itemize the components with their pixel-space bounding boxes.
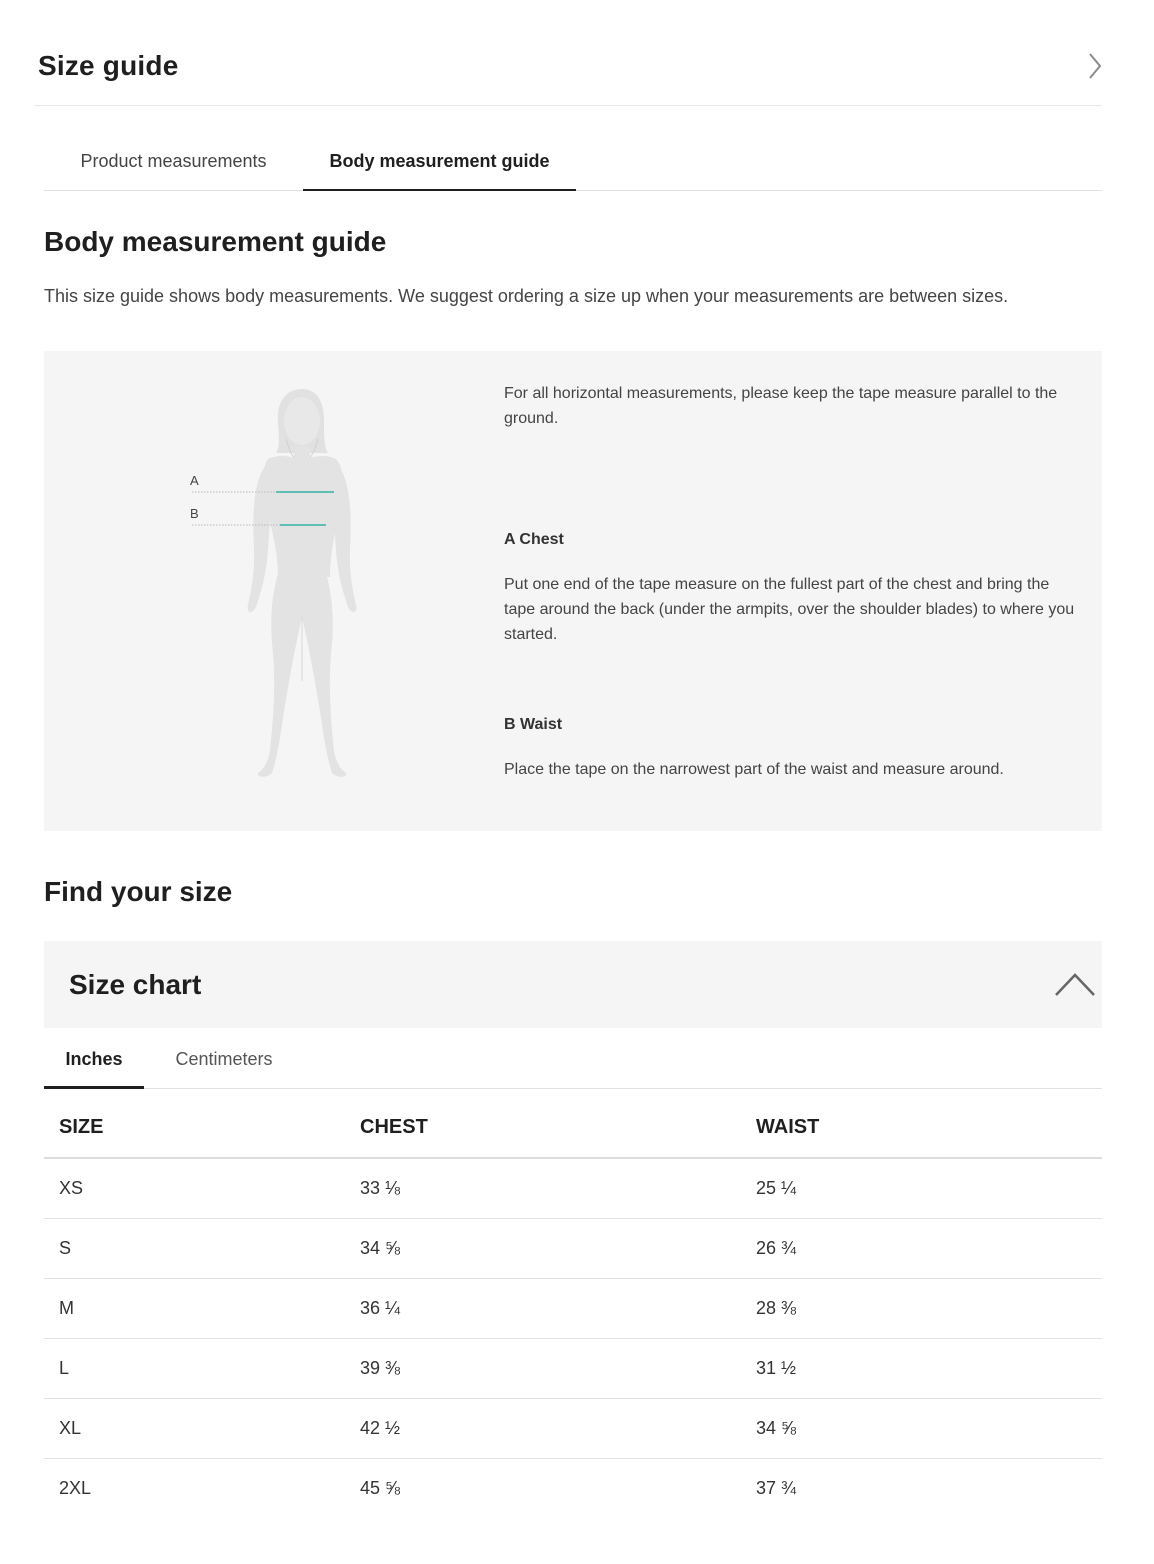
figure-label-a: A (190, 473, 199, 488)
size-chart-title: Size chart (69, 969, 202, 1000)
tab-inches[interactable]: Inches (44, 1030, 144, 1089)
column-header-waist: WAIST (756, 1098, 1102, 1158)
intro-text: This size guide shows body measurements. We suggest ordering a size up when your measurements are between sizes. (44, 286, 1009, 306)
chest-cell: 33 ⅛ (360, 1158, 756, 1218)
size-cell: XL (44, 1398, 360, 1458)
chevron-up-icon[interactable] (1054, 971, 1096, 997)
chest-cell: 34 ⅝ (360, 1218, 756, 1278)
chest-cell: 36 ¼ (360, 1278, 756, 1338)
column-header-chest: CHEST (360, 1098, 756, 1158)
section-title: Body measurement guide (44, 226, 387, 257)
table-row (44, 1218, 1102, 1278)
size-cell: S (44, 1218, 360, 1278)
tab-product-measurements[interactable]: Product measurements (80, 151, 267, 171)
table-row (44, 1458, 1102, 1518)
waist-text: Place the tape on the narrowest part of the waist and measure around. (504, 761, 1004, 778)
chest-cell: 42 ½ (360, 1398, 756, 1458)
column-header-size: SIZE (44, 1098, 360, 1158)
waist-cell: 25 ¼ (756, 1158, 1102, 1218)
tab-body-measurement-guide[interactable]: Body measurement guide (303, 132, 576, 191)
size-cell: XS (44, 1158, 360, 1218)
find-size-title: Find your size (44, 876, 233, 907)
size-chart-accordion[interactable] (44, 941, 1102, 1028)
waist-cell: 26 ¾ (756, 1218, 1102, 1278)
waist-cell: 34 ⅝ (756, 1398, 1102, 1458)
size-cell: 2XL (59, 1477, 92, 1498)
table-row (44, 1338, 1102, 1398)
size-cell: L (44, 1338, 360, 1398)
tab-centimeters[interactable]: Centimeters (175, 1049, 273, 1069)
modal-title: Size guide (38, 50, 179, 81)
chest-cell: 45 ⅝ (360, 1477, 401, 1498)
size-cell: M (44, 1278, 360, 1338)
waist-cell: 28 ⅜ (756, 1278, 1102, 1338)
chest-text: Put one end of the tape measure on the fullest part of the chest and bring the tape around the back (under the armpits, over the shoulder blades) to where you started. (504, 576, 1075, 643)
figure-label-b: B (190, 506, 199, 521)
close-icon[interactable] (1088, 52, 1102, 80)
waist-title: B Waist (504, 716, 563, 733)
modal-header (34, 0, 1102, 106)
table-header-row (44, 1098, 1102, 1158)
chest-cell: 39 ⅜ (360, 1338, 756, 1398)
chest-title: A Chest (504, 531, 564, 548)
size-table (44, 1098, 1102, 1518)
table-row (44, 1398, 1102, 1458)
table-row (44, 1158, 1102, 1218)
guide-tabs (44, 132, 1102, 191)
table-row (44, 1278, 1102, 1338)
general-note: For all horizontal measurements, please keep the tape measure parallel to the ground. (504, 385, 1058, 427)
unit-tabs (44, 1030, 1102, 1089)
body-figure (184, 381, 374, 781)
waist-cell: 31 ½ (756, 1338, 1102, 1398)
body-figure-illustration (184, 381, 374, 781)
waist-cell: 37 ¾ (756, 1477, 797, 1498)
measurement-panel (44, 351, 1102, 831)
